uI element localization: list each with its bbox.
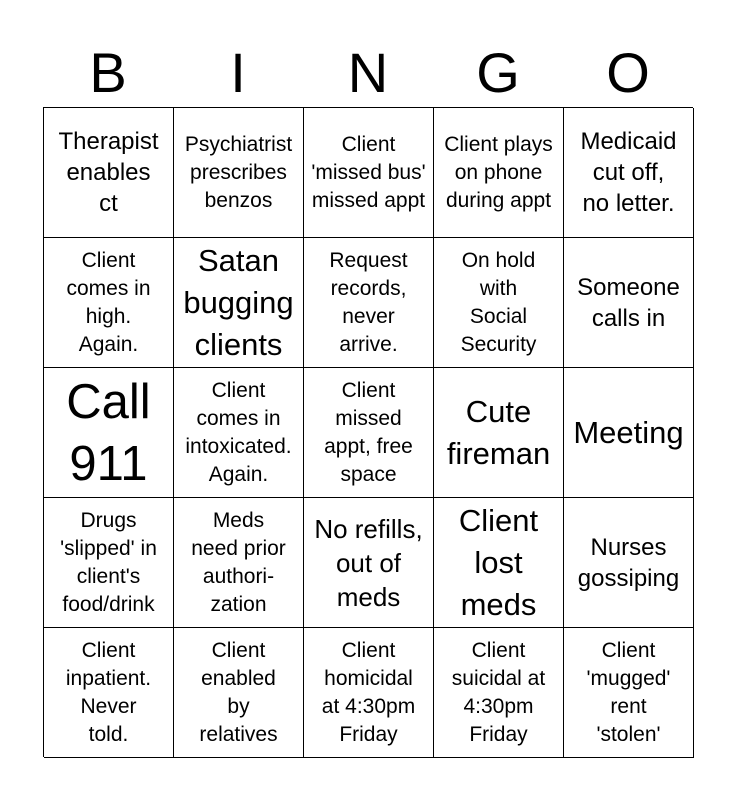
bingo-cell-r4-c2[interactable] <box>174 498 304 628</box>
cell-text: Client 'missed bus' missed appt <box>311 132 426 212</box>
header-letter-i: I <box>230 41 246 104</box>
bingo-cell-r5-c4[interactable] <box>434 628 564 758</box>
bingo-cell-r3-c4[interactable] <box>434 368 564 498</box>
bingo-cell-r4-c4[interactable] <box>434 498 564 628</box>
cell-text: Nurses gossiping <box>577 533 680 592</box>
bingo-cell-r5-c1[interactable] <box>44 628 174 758</box>
cell-text: Client homicidal at 4:30pm Friday <box>321 638 416 746</box>
bingo-cell-r2-c2[interactable] <box>174 238 304 368</box>
bingo-cell-r1-c5[interactable] <box>564 108 694 238</box>
cell-text: On hold with Social Security <box>460 248 537 356</box>
bingo-cell-r3-c5[interactable] <box>564 368 694 498</box>
cell-text: Client enabled by relatives <box>199 638 278 746</box>
bingo-cell-r2-c5[interactable] <box>564 238 694 368</box>
cell-text: Medicaid cut off, no letter. <box>580 128 677 217</box>
cell-text: Request records, never arrive. <box>329 248 408 356</box>
bingo-cell-r1-c1[interactable] <box>44 108 174 238</box>
bingo-cell-r3-c2[interactable] <box>174 368 304 498</box>
header-letter-b: B <box>89 41 127 104</box>
cell-text: Someone calls in <box>577 273 680 332</box>
bingo-cell-r2-c4[interactable] <box>434 238 564 368</box>
cell-text: Call 911 <box>66 374 151 491</box>
bingo-cell-r5-c2[interactable] <box>174 628 304 758</box>
cell-text: Meeting <box>573 414 684 450</box>
cell-text: Client lost meds <box>458 502 539 622</box>
bingo-cell-r2-c1[interactable] <box>44 238 174 368</box>
cell-text: Client comes in intoxicated. Again. <box>185 378 292 486</box>
bingo-cell-r1-c4[interactable] <box>434 108 564 238</box>
cell-text: Client missed appt, free space <box>324 378 413 486</box>
cell-text: Satan bugging clients <box>183 242 294 362</box>
cell-text: Client plays on phone during appt <box>444 132 553 212</box>
bingo-cell-r4-c1[interactable] <box>44 498 174 628</box>
header-letter-n: N <box>347 41 389 104</box>
cell-text: Client inpatient. Never told. <box>65 638 152 746</box>
cell-text: Meds need prior authori- zation <box>191 508 286 616</box>
header-letter-g: G <box>476 41 520 104</box>
cell-text: Therapist enables ct <box>58 128 159 217</box>
bingo-cell-r5-c3[interactable] <box>304 628 434 758</box>
cell-text: No refills, out of meds <box>314 513 423 612</box>
bingo-cell-r2-c3[interactable] <box>304 238 434 368</box>
cell-text: Drugs 'slipped' in client's food/drink <box>60 508 157 616</box>
cell-text: Client comes in high. Again. <box>66 248 151 356</box>
bingo-board <box>43 107 693 757</box>
cell-text: Psychiatrist prescribes benzos <box>184 132 293 212</box>
cell-text: Cute fireman <box>446 393 551 471</box>
cell-text: Client 'mugged' rent 'stolen' <box>586 638 671 746</box>
bingo-cell-free-space[interactable] <box>304 368 434 498</box>
bingo-cell-r5-c5[interactable] <box>564 628 694 758</box>
bingo-cell-r1-c2[interactable] <box>174 108 304 238</box>
bingo-header <box>43 40 693 106</box>
cell-text: Client suicidal at 4:30pm Friday <box>451 638 546 746</box>
header-letter-o: O <box>606 41 650 104</box>
bingo-cell-r3-c1[interactable] <box>44 368 174 498</box>
bingo-cell-r4-c5[interactable] <box>564 498 694 628</box>
bingo-cell-r4-c3[interactable] <box>304 498 434 628</box>
bingo-cell-r1-c3[interactable] <box>304 108 434 238</box>
